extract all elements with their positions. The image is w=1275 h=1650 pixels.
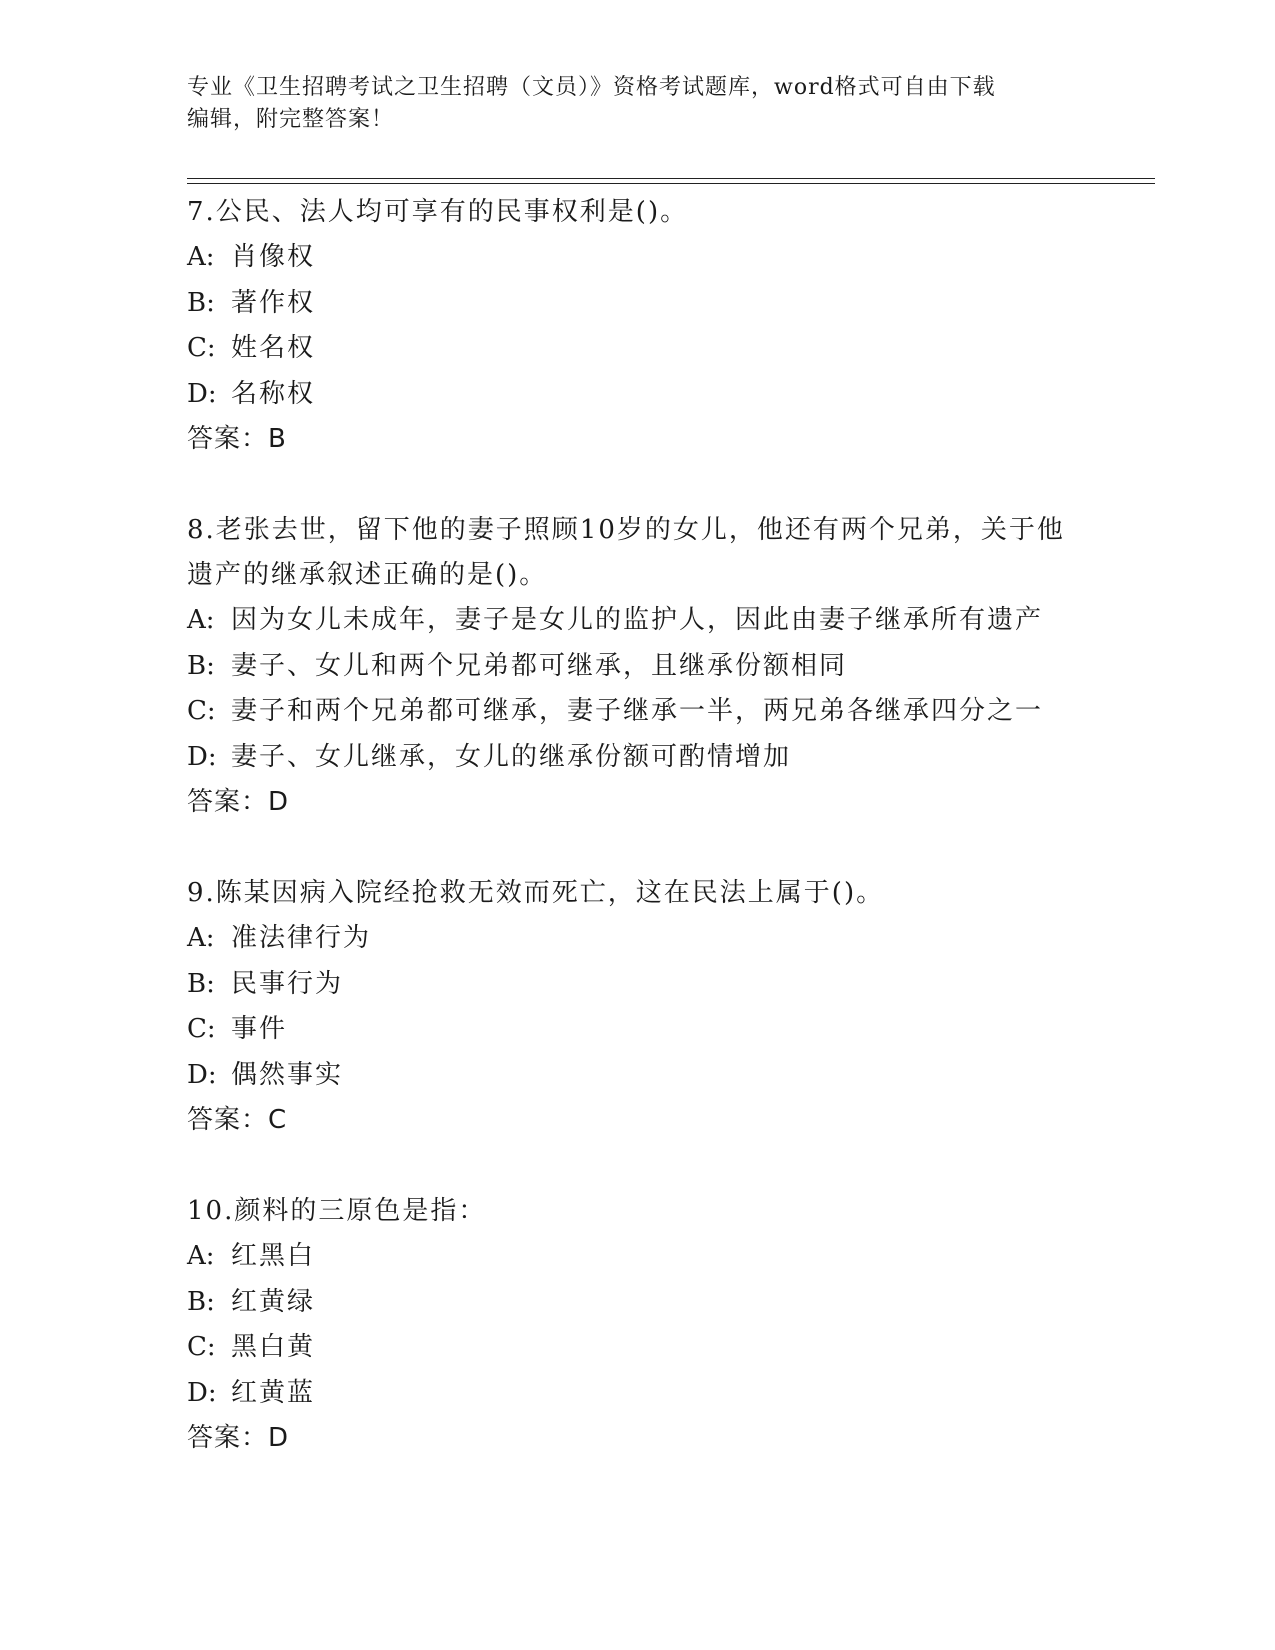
option-letter: B: (187, 968, 215, 999)
option-letter: C: (187, 1332, 216, 1362)
header-divider-top (187, 178, 1155, 179)
option-letter: D: (187, 378, 217, 409)
page-header (187, 72, 1087, 136)
option-text: 红黑白 (231, 1241, 316, 1271)
option-letter: A: (187, 605, 215, 635)
option-a (187, 1234, 1087, 1280)
option-text: 黑白黄 (231, 1332, 316, 1362)
option-letter: A: (187, 923, 215, 953)
option-text: 著作权 (231, 287, 316, 318)
question-stem: 7.公民、法人均可享有的民事权利是()。 (187, 197, 689, 227)
option-letter: A: (187, 242, 215, 272)
option-letter: D: (187, 741, 217, 772)
option-text: 名称权 (231, 378, 316, 409)
answer-line: 答案：C (187, 1105, 288, 1135)
option-text: 准法律行为 (231, 923, 372, 953)
option-letter: D: (187, 1377, 217, 1408)
header-divider-bottom (187, 183, 1155, 184)
option-b (187, 644, 1087, 690)
option-d (187, 1371, 1087, 1417)
option-a (187, 235, 1087, 281)
option-text: 妻子、女儿继承，女儿的继承份额可酌情增加 (231, 741, 792, 772)
option-letter: B: (187, 1286, 215, 1317)
answer-line: 答案：B (187, 424, 287, 454)
option-text: 肖像权 (231, 242, 316, 272)
header-line-2: 编辑，附完整答案！ (187, 107, 395, 132)
question-10 (187, 1189, 1087, 1461)
option-text: 偶然事实 (231, 1059, 344, 1090)
option-d (187, 1053, 1087, 1099)
option-letter: A: (187, 1241, 215, 1271)
option-a (187, 916, 1087, 962)
question-9 (187, 871, 1087, 1143)
option-text: 民事行为 (231, 968, 344, 999)
option-a (187, 598, 1087, 644)
answer-line: 答案：D (187, 787, 290, 817)
option-d (187, 735, 1087, 781)
question-stem: 10.颜料的三原色是指： (187, 1196, 487, 1226)
option-text: 姓名权 (231, 333, 316, 363)
option-text: 事件 (231, 1014, 288, 1044)
question-stem: 9.陈某因病入院经抢救无效而死亡，这在民法上属于()。 (187, 878, 885, 908)
option-c (187, 1325, 1087, 1371)
answer-line: 答案：D (187, 1423, 290, 1453)
option-letter: C: (187, 696, 216, 726)
option-text: 妻子和两个兄弟都可继承，妻子继承一半，两兄弟各继承四分之一 (231, 696, 1044, 726)
option-letter: C: (187, 333, 216, 363)
option-letter: B: (187, 650, 215, 681)
option-letter: B: (187, 287, 215, 318)
question-7 (187, 190, 1087, 462)
option-text: 红黄绿 (231, 1286, 316, 1317)
option-c (187, 1007, 1087, 1053)
question-list (187, 190, 1087, 1507)
option-c (187, 326, 1087, 372)
option-text: 红黄蓝 (231, 1377, 316, 1408)
question-8 (187, 508, 1087, 825)
option-b (187, 1280, 1087, 1326)
option-text: 因为女儿未成年，妻子是女儿的监护人，因此由妻子继承所有遗产 (231, 605, 1044, 635)
option-letter: D: (187, 1059, 217, 1090)
question-stem: 8.老张去世，留下他的妻子照顾10岁的女儿，他还有两个兄弟，关于他遗产的继承叙述正确的是()。 (187, 515, 1065, 590)
option-text: 妻子、女儿和两个兄弟都可继承，且继承份额相同 (231, 650, 848, 681)
option-d (187, 372, 1087, 418)
option-c (187, 689, 1087, 735)
header-line-1: 专业《卫生招聘考试之卫生招聘（文员）》资格考试题库，word格式可自由下载 (187, 75, 996, 100)
option-b (187, 281, 1087, 327)
option-letter: C: (187, 1014, 216, 1044)
option-b (187, 962, 1087, 1008)
